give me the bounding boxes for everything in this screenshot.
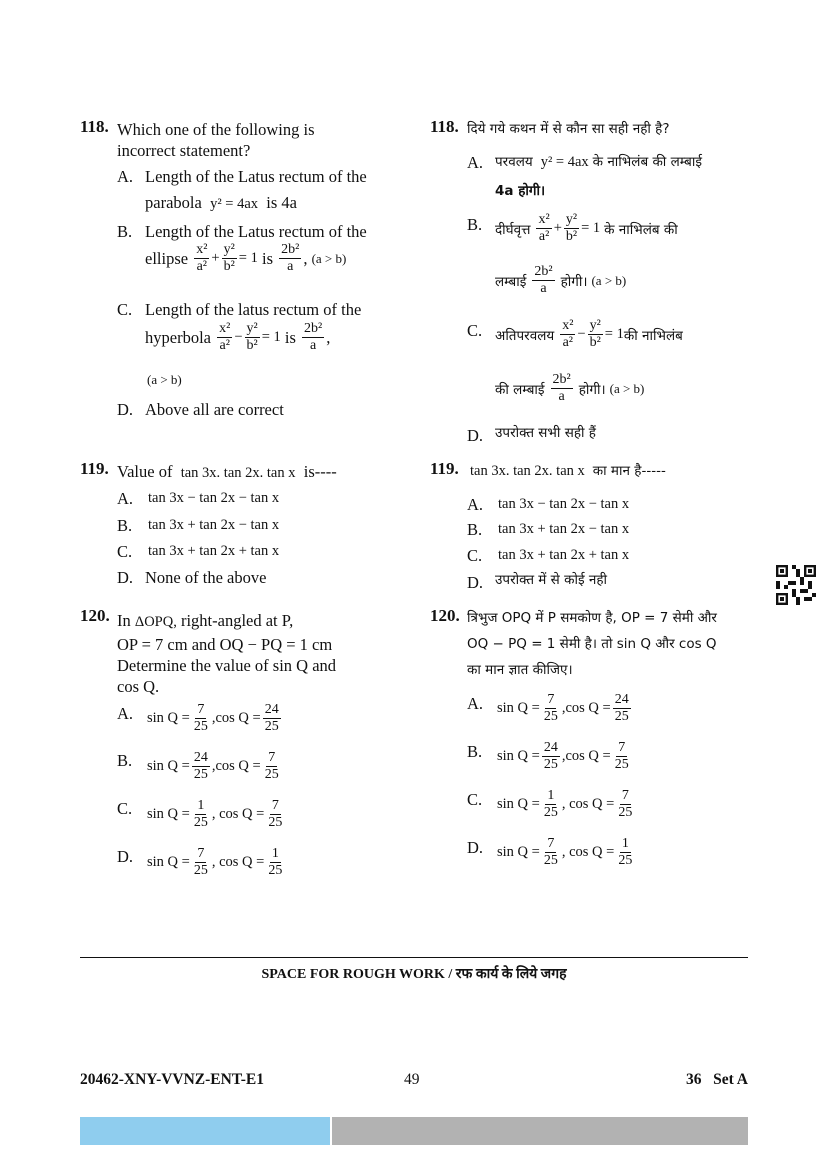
q120-option-d-label: D. — [117, 847, 134, 866]
q118-option-d-label: D. — [117, 400, 134, 419]
q118-option-b-line2: ellipse $\frac{\text{x²}}{\text{a²}}$ + $\frac{\text{y²}}{\text{b²}}$ = 1 is $\frac{\text{2b²}}{a}$ , (a > b) — [145, 242, 347, 274]
q118-hindi-option-d-label: D. — [467, 426, 484, 445]
q119-option-d-text: None of the above — [145, 568, 267, 587]
q120-text-line2: OP = 7 cm and OQ − PQ = 1 cm — [117, 635, 333, 654]
q120-option-b-label: B. — [117, 751, 133, 770]
q118-hindi-option-b-line2: लम्बाई $\frac{\text{2b²}}{a}$ होगी। (a > b) — [495, 264, 627, 296]
q120-text-line3: Determine the value of sin Q and — [117, 656, 337, 675]
q118-hindi-option-c-line2: की लम्बाई $\frac{\text{2b²}}{a}$ होगी। (a > b) — [495, 372, 645, 404]
q120-hindi-line2: OQ − PQ = 1 सेमी है। तो sin Q और cos Q — [467, 636, 717, 652]
footer-page-number: 49 — [404, 1071, 420, 1088]
q118-hindi-option-d-text: उपरोक्त सभी सही हैं — [495, 425, 596, 441]
q118-hindi-option-c-line1: अतिपरवलय $\frac{\text{x²}}{\text{a²}}$ − $\frac{\text{y²}}{\text{b²}}$ = 1 की नाभिलंब — [495, 318, 683, 350]
q118-option-b-line1: Length of the Latus rectum of the — [145, 222, 367, 241]
q118-option-a-line2: parabola y² = 4ax is 4a — [145, 193, 297, 212]
q120-hindi-option-a-expr: sin Q = $\frac{7}{25}$ , cos Q = $\frac{24}{25}$ — [497, 692, 629, 724]
footer-blue-bar — [80, 1117, 330, 1145]
q119-hindi-option-d-label: D. — [467, 573, 484, 592]
qr-code-icon — [776, 565, 816, 605]
q120-option-a-label: A. — [117, 704, 134, 723]
q119-option-a-label: A. — [117, 489, 134, 508]
q118-option-c-line2: hyperbola $\frac{\text{x²}}{\text{a²}}$ − $\frac{\text{y²}}{\text{b²}}$ = 1 is $\frac{\text{2b²}}{a}$ , — [145, 321, 331, 353]
q118-option-c-condition: (a > b) — [147, 372, 182, 387]
q120-text-line1: In ΔOPQ, right-angled at P, — [117, 611, 294, 630]
q118-hindi-option-b-label: B. — [467, 215, 483, 234]
rough-work-label: SPACE FOR ROUGH WORK / रफ कार्य के लिये जगह — [261, 967, 567, 982]
footer-paper-code: 20462-XNY-VVNZ-ENT-E1 — [80, 1071, 265, 1088]
q120-hindi-line1: त्रिभुज OPQ में P समकोण है, OP = 7 सेमी और — [467, 610, 717, 626]
footer-set-label: 36 Set A — [686, 1071, 748, 1088]
q119-hindi-option-b-label: B. — [467, 520, 483, 539]
q119-option-d-label: D. — [117, 568, 134, 587]
q118-hindi-option-b-line1: दीर्घवृत्त $\frac{\text{x²}}{\text{a²}}$ + $\frac{\text{y²}}{\text{b²}}$ = 1 के नाभिलंब की — [495, 212, 678, 244]
q119-hindi-option-c-label: C. — [467, 546, 483, 565]
q119-option-c-text: tan 3x + tan 2x + tan x — [148, 543, 280, 559]
q120-hindi-option-d-expr: sin Q = $\frac{7}{25}$ , cos Q = $\frac{1}{25}$ — [497, 836, 633, 868]
question-number-120-hindi: 120. — [430, 606, 460, 625]
q120-text-line4: cos Q. — [117, 677, 160, 696]
q119-hindi-option-b-text: tan 3x + tan 2x − tan x — [498, 521, 630, 537]
q119-option-b-text: tan 3x + tan 2x − tan x — [148, 517, 280, 533]
q118-hindi-text: दिये गये कथन में से कौन सा सही नही है? — [467, 121, 670, 137]
q118-option-c-line1: Length of the latus rectum of the — [145, 300, 362, 319]
question-number-119-hindi: 119. — [430, 459, 459, 478]
q119-hindi-option-c-text: tan 3x + tan 2x + tan x — [498, 547, 630, 563]
q120-hindi-option-c-label: C. — [467, 790, 483, 809]
q118-option-b-label: B. — [117, 222, 133, 241]
q120-hindi-option-d-label: D. — [467, 838, 484, 857]
q119-hindi-option-a-text: tan 3x − tan 2x − tan x — [498, 496, 630, 512]
q120-option-c-expr: sin Q = $\frac{1}{25}$ , cos Q = $\frac{7}{25}$ — [147, 798, 283, 830]
question-number-119: 119. — [80, 459, 109, 478]
q118-hindi-option-a-line2: 4a होगी। — [495, 183, 546, 199]
q118-text-line1: Which one of the following is — [117, 120, 315, 139]
q118-option-d-text: Above all are correct — [145, 400, 284, 419]
q119-hindi-option-d-text: उपरोक्त में से कोई नही — [495, 572, 608, 588]
q118-hindi-option-c-label: C. — [467, 321, 483, 340]
q120-hindi-line3: का मान ज्ञात कीजिए। — [467, 662, 573, 678]
q120-hindi-option-b-expr: sin Q = $\frac{24}{25}$ , cos Q = $\frac{7}{25}$ — [497, 740, 629, 772]
q120-hindi-option-b-label: B. — [467, 742, 483, 761]
q118-option-a-line1: Length of the Latus rectum of the — [145, 167, 367, 186]
q120-option-c-label: C. — [117, 799, 133, 818]
q118-text-line2: incorrect statement? — [117, 141, 251, 160]
q119-text: Value of tan 3x. tan 2x. tan x is---- — [117, 462, 337, 481]
footer-gray-bar — [332, 1117, 748, 1145]
q119-hindi-text: tan 3x. tan 2x. tan x का मान है----- — [470, 463, 666, 479]
question-number-120: 120. — [80, 606, 110, 625]
q120-hindi-option-a-label: A. — [467, 694, 484, 713]
q118-hindi-option-a-line1: परवलय y² = 4ax के नाभिलंब की लम्बाई — [495, 154, 702, 170]
q118-option-a-label: A. — [117, 167, 134, 186]
q119-option-b-label: B. — [117, 516, 133, 535]
q120-hindi-option-c-expr: sin Q = $\frac{1}{25}$ , cos Q = $\frac{7}{25}$ — [497, 788, 633, 820]
q118-hindi-option-a-label: A. — [467, 153, 484, 172]
rough-work-divider — [80, 957, 748, 958]
q120-option-d-expr: sin Q = $\frac{7}{25}$ , cos Q = $\frac{1}{25}$ — [147, 846, 283, 878]
q119-option-c-label: C. — [117, 542, 133, 561]
q119-option-a-text: tan 3x − tan 2x − tan x — [148, 490, 280, 506]
question-number-118: 118. — [80, 117, 109, 136]
q120-option-b-expr: sin Q = $\frac{24}{25}$ , cos Q = $\frac{7}{25}$ — [147, 750, 279, 782]
q118-option-c-label: C. — [117, 300, 133, 319]
q119-hindi-option-a-label: A. — [467, 495, 484, 514]
q120-option-a-expr: sin Q = $\frac{7}{25}$ , cos Q = $\frac{24}{25}$ — [147, 702, 279, 734]
question-number-118-hindi: 118. — [430, 117, 459, 136]
